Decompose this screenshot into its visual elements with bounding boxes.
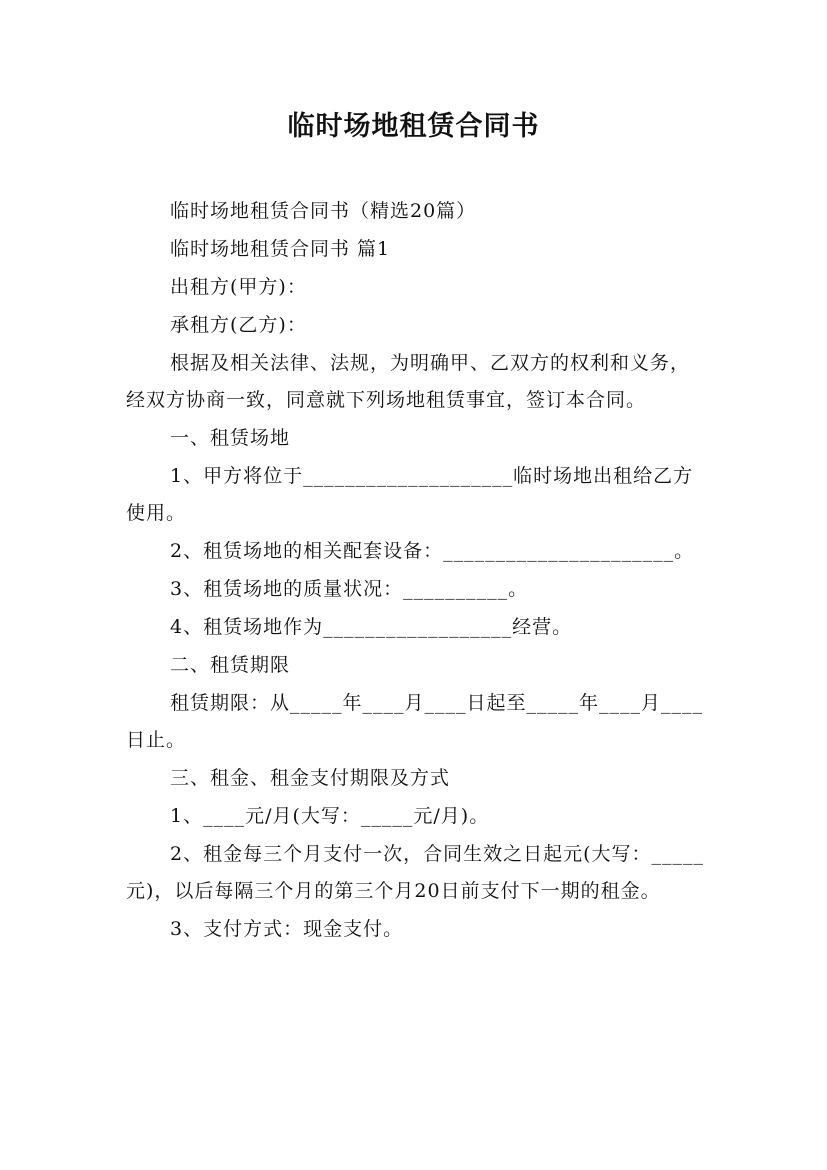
paragraph-heading-3: 三、租金、租金支付期限及方式 — [170, 767, 451, 789]
paragraph-heading-1: 一、租赁场地 — [170, 427, 291, 449]
document-body — [126, 193, 706, 949]
paragraph-lessee: 承租方(乙方)： — [170, 314, 307, 336]
paragraph-lease-term: 租赁期限：从_____年____月____日起至_____年____月____日止。 — [126, 692, 704, 751]
paragraph-heading-2: 二、租赁期限 — [170, 654, 291, 676]
paragraph-item-3-2: 2、租金每三个月支付一次，合同生效之日起元(大写：_____元)，以后每隔三个月的第三个月20日前支付下一期的租金。 — [126, 843, 705, 902]
paragraph-item-1-1: 1、甲方将位于____________________临时场地出租给乙方使用。 — [126, 465, 694, 524]
paragraph-item-3-1: 1、____元/月(大写：_____元/月)。 — [170, 805, 490, 827]
paragraph-item-1-3: 3、租赁场地的质量状况：__________。 — [170, 578, 529, 600]
paragraph-subtitle: 临时场地租赁合同书（精选20篇） — [170, 200, 477, 222]
paragraph-item-3-3: 3、支付方式：现金支付。 — [170, 918, 404, 940]
paragraph-lessor: 出租方(甲方)： — [170, 276, 307, 298]
paragraph-item-1-2: 2、租赁场地的相关配套设备：______________________。 — [170, 540, 695, 562]
paragraph-section-heading: 临时场地租赁合同书 篇1 — [170, 238, 391, 260]
paragraph-item-1-4: 4、租赁场地作为__________________经营。 — [170, 616, 573, 638]
document-title: 临时场地租赁合同书 — [287, 111, 540, 142]
paragraph-preamble: 根据及相关法律、法规，为明确甲、乙双方的权利和义务，经双方协商一致，同意就下列场地租赁事宜，签订本合同。 — [126, 352, 691, 411]
